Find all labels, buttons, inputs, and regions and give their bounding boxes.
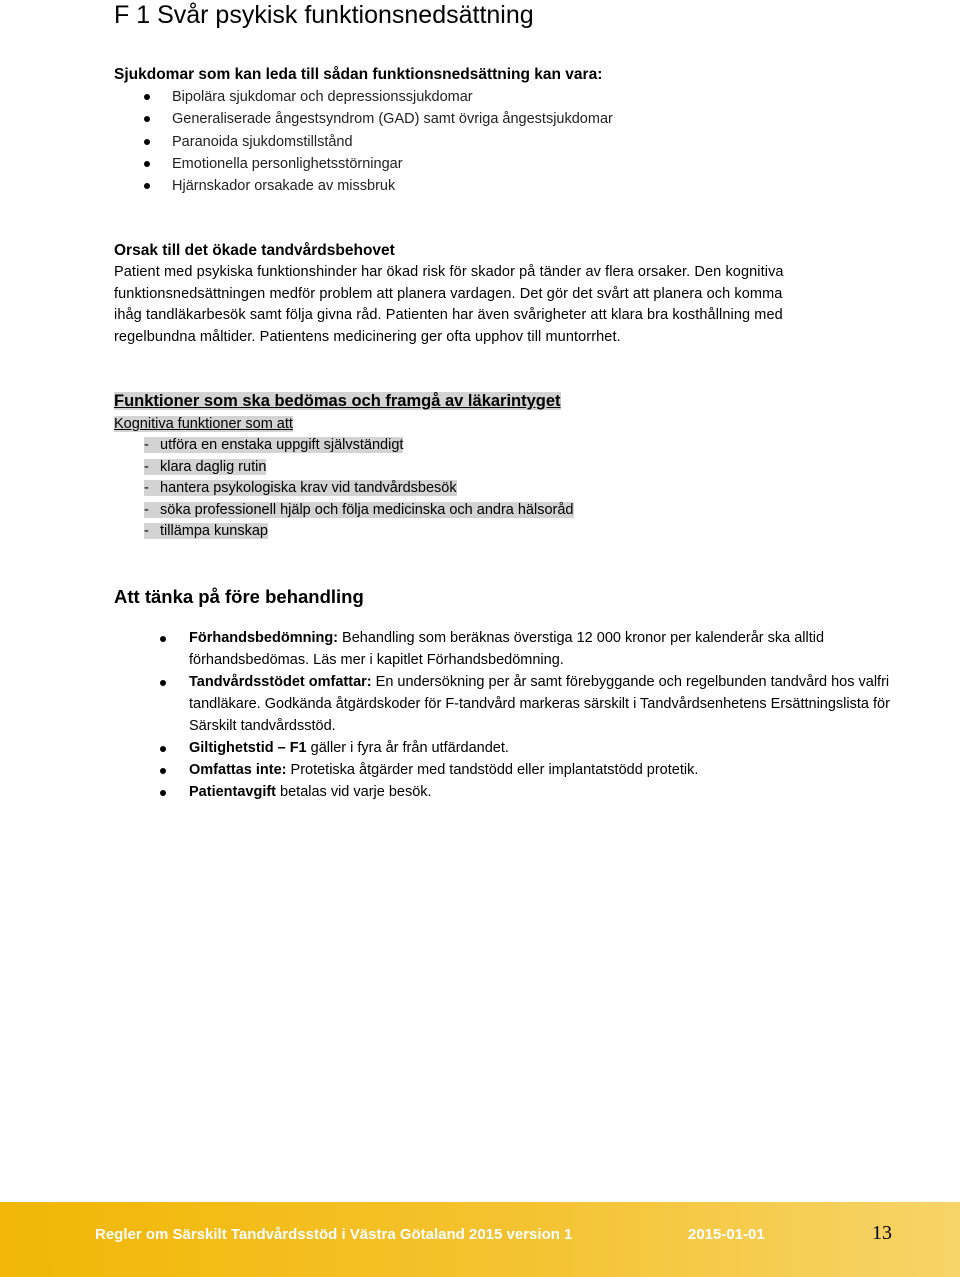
functions-section (114, 389, 814, 543)
dash-icon: - (144, 480, 149, 496)
list-item: - söka professionell hjälp och följa medicinska och andra hälsoråd (114, 500, 814, 522)
list-item: Tandvårdsstödet omfattar: En undersökning per år samt förebyggande och regelbunden tandvård hos valfri tandläkare. Godkända åtgärdskoder för F-tandvård markeras särskilt i Tandvårdsenhetens Ersättningslista för Särskilt tandvårdsstöd. (114, 671, 909, 737)
list-item: Generaliserade ångestsyndrom (GAD) samt övriga ångestsjukdomar (114, 108, 904, 130)
functions-subheading: Kognitiva funktioner som att (114, 416, 293, 432)
list-item: - tillämpa kunskap (114, 521, 814, 543)
list-item: Emotionella personlighetsstörningar (114, 153, 904, 175)
footer-date: 2015-01-01 (688, 1226, 765, 1243)
list-item: Bipolära sjukdomar och depressionssjukdomar (114, 86, 904, 108)
bullet-icon (144, 94, 150, 100)
dash-icon: - (144, 437, 149, 453)
list-item: - utföra en enstaka uppgift självständigt (114, 435, 814, 457)
list-item: Paranoida sjukdomstillstånd (114, 131, 904, 153)
cause-heading: Orsak till det ökade tandvårdsbehovet (114, 242, 395, 259)
cause-section (114, 240, 814, 348)
bullet-icon (160, 636, 166, 642)
bullet-icon (160, 790, 166, 796)
list-item: Omfattas inte: Protetiska åtgärder med tandstödd eller implantatstödd protetik. (114, 759, 909, 781)
before-treatment-section (114, 584, 914, 803)
bullet-icon (144, 183, 150, 189)
bullet-icon (144, 139, 150, 145)
dash-icon: - (144, 458, 149, 475)
list-item: Patientavgift betalas vid varje besök. (114, 781, 909, 803)
list-item: Förhandsbedömning: Behandling som beräknas överstiga 12 000 kronor per kalenderår ska alltid förhandsbedömas. Läs mer i kapitlet Förhandsbedömning. (114, 627, 909, 671)
diseases-list (114, 86, 904, 197)
footer-title: Regler om Särskilt Tandvårdsstöd i Västra Götaland 2015 version 1 (95, 1226, 573, 1243)
dash-icon: - (144, 523, 149, 539)
before-treatment-heading: Att tänka på före behandling (114, 586, 364, 607)
list-item: - klara daglig rutin (114, 457, 814, 479)
functions-list (114, 435, 814, 543)
list-item: - hantera psykologiska krav vid tandvårdsbesök (114, 478, 814, 500)
page-footer (0, 1202, 960, 1277)
functions-heading: Funktioner som ska bedömas och framgå av läkarintyget (114, 392, 561, 410)
bullet-icon (144, 116, 150, 122)
page-title: F 1 Svår psykisk funktionsnedsättning (114, 1, 534, 29)
dash-icon: - (144, 501, 149, 518)
cause-paragraph: Patient med psykiska funktionshinder har ökad risk för skador på tänder av flera orsaker. Den kognitiva funktionsnedsättningen medför problem att planera vardagen. Det gör det svårt att planera och komma ihåg tandläkarbesök samt följa givna råd. Patienten har även svårigheter att klara bra kosthållning med regelbundna måltider. Patientens medicinering ger ofta upphov till muntorrhet. (114, 264, 784, 345)
list-item: Giltighetstid – F1 gäller i fyra år från utfärdandet. (114, 737, 909, 759)
bullet-icon (160, 768, 166, 774)
page-number: 13 (872, 1222, 892, 1244)
diseases-section (114, 64, 904, 197)
diseases-heading: Sjukdomar som kan leda till sådan funktionsnedsättning kan vara: (114, 66, 603, 83)
bullet-icon (144, 161, 150, 167)
bullet-icon (160, 680, 166, 686)
before-treatment-list (114, 627, 914, 803)
bullet-icon (160, 746, 166, 752)
list-item: Hjärnskador orsakade av missbruk (114, 175, 904, 197)
